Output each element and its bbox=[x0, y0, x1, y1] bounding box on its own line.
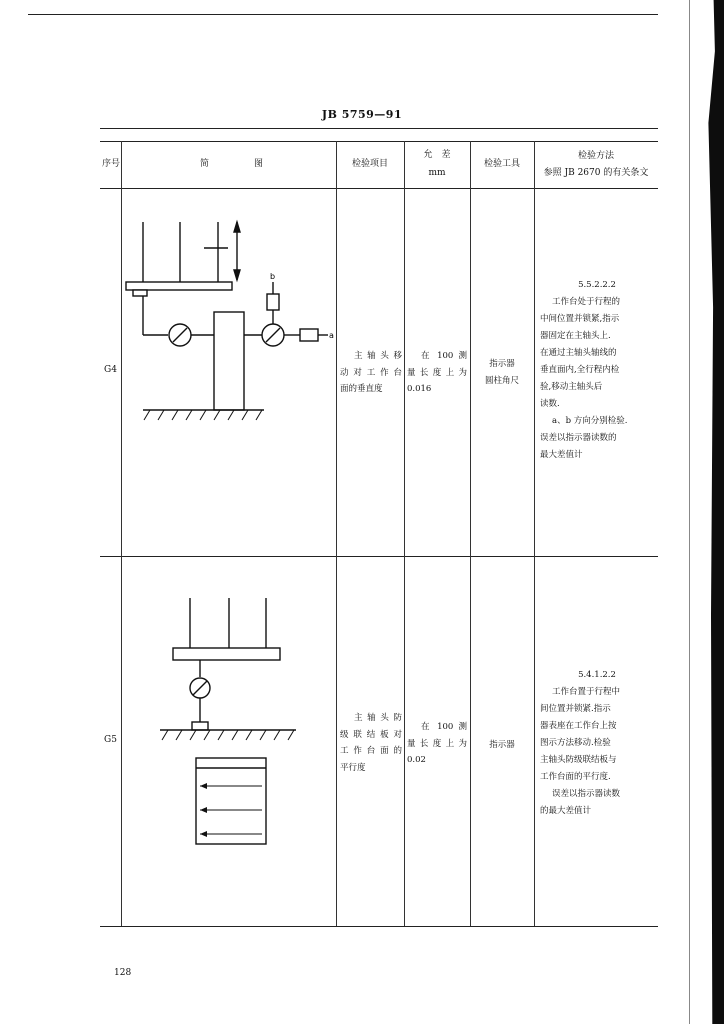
header-item: 检验项目 bbox=[351, 159, 388, 169]
header-seq: 序号 bbox=[101, 159, 120, 169]
row-id-g5: G5 bbox=[104, 735, 117, 745]
method-g5-line-3: 器表座在工作台上按 bbox=[540, 721, 617, 731]
method-g5-line-7: 误差以指示器读数 bbox=[552, 789, 621, 799]
method-g4-line-3: 器固定在主轴头上. bbox=[540, 331, 611, 341]
item-g5-line-1: 主轴头防 bbox=[354, 713, 402, 723]
method-g4-line-7: 读数. bbox=[540, 399, 560, 409]
item-g4-line-1: 主轴头移 bbox=[354, 351, 402, 361]
tolerance-g4-line-2: 量长度上为 bbox=[407, 367, 467, 378]
method-g4-line-9: 误差以指示器读数的 bbox=[540, 433, 617, 443]
header-tolerance-unit: mm bbox=[428, 168, 446, 178]
tolerance-g4-line-1: 在 100 测 bbox=[421, 351, 467, 361]
tolerance-g4-line-3: 0.016 bbox=[407, 384, 432, 394]
page-number: 128 bbox=[114, 968, 132, 978]
item-g5-line-2: 级联结板对 bbox=[340, 729, 402, 740]
item-g5-line-4: 平行度 bbox=[340, 762, 366, 773]
method-g4-ref: 5.5.2.2.2 bbox=[578, 280, 616, 290]
method-g5-line-8: 的最大差值计 bbox=[540, 806, 592, 816]
tolerance-g5-line-1: 在 100 测 bbox=[421, 722, 467, 732]
diagram-g4-label-b: b bbox=[270, 272, 276, 281]
tool-g4-line-1: 指示器 bbox=[489, 359, 515, 369]
method-g5-line-5: 主轴头防级联结板与 bbox=[540, 755, 617, 765]
header-method: 检验方法 bbox=[577, 151, 614, 161]
item-g5-line-3: 工作台面的 bbox=[340, 746, 402, 756]
method-g4-line-5: 垂直面内,全行程内检 bbox=[540, 365, 620, 375]
tolerance-g5 bbox=[407, 719, 467, 769]
method-g5-line-1: 工作台置于行程中 bbox=[552, 687, 621, 697]
header-diagram-2: 图 bbox=[254, 159, 264, 169]
item-g4-line-2: 动对工作台 bbox=[340, 367, 402, 378]
tolerance-g5-line-3: 0.02 bbox=[407, 755, 426, 765]
header-tolerance: 允 差 bbox=[423, 150, 451, 160]
method-g4-line-8: a、b 方向分别检验. bbox=[552, 416, 628, 426]
method-g5-line-6: 工作台面的平行度. bbox=[540, 772, 611, 782]
header-diagram-1: 简 bbox=[200, 159, 210, 169]
method-g4-line-1: 工作台处于行程的 bbox=[552, 297, 621, 307]
tool-g5 bbox=[470, 737, 534, 754]
method-g4-line-4: 在通过主轴头轴线的 bbox=[540, 348, 617, 358]
method-g5-ref: 5.4.1.2.2 bbox=[578, 670, 616, 680]
item-g4-line-3: 面的垂直度 bbox=[340, 384, 383, 394]
method-g4-line-2: 中间位置并锁紧,指示 bbox=[540, 314, 620, 324]
method-g5 bbox=[540, 667, 654, 820]
row-id-g4: G4 bbox=[104, 365, 117, 375]
item-g5 bbox=[340, 710, 402, 776]
document-code: JB 5759—91 bbox=[321, 108, 403, 121]
method-g4-line-6: 验,移动主轴头后 bbox=[540, 382, 603, 392]
method-g5-line-4: 图示方法移动.检验 bbox=[540, 738, 611, 748]
tool-g4-line-2: 圆柱角尺 bbox=[484, 376, 519, 386]
method-g4-line-10: 最大差值计 bbox=[540, 450, 583, 460]
method-g5-line-2: 间位置并锁紧.指示 bbox=[540, 704, 611, 714]
header-method-ref: 参照 JB 2670 的有关条文 bbox=[543, 168, 649, 178]
diagram-g4-label-a: a bbox=[329, 331, 334, 340]
tool-g5-line-1: 指示器 bbox=[489, 740, 515, 750]
tolerance-g5-line-2: 量长度上为 bbox=[407, 738, 467, 749]
header-tool: 检验工具 bbox=[483, 159, 520, 169]
